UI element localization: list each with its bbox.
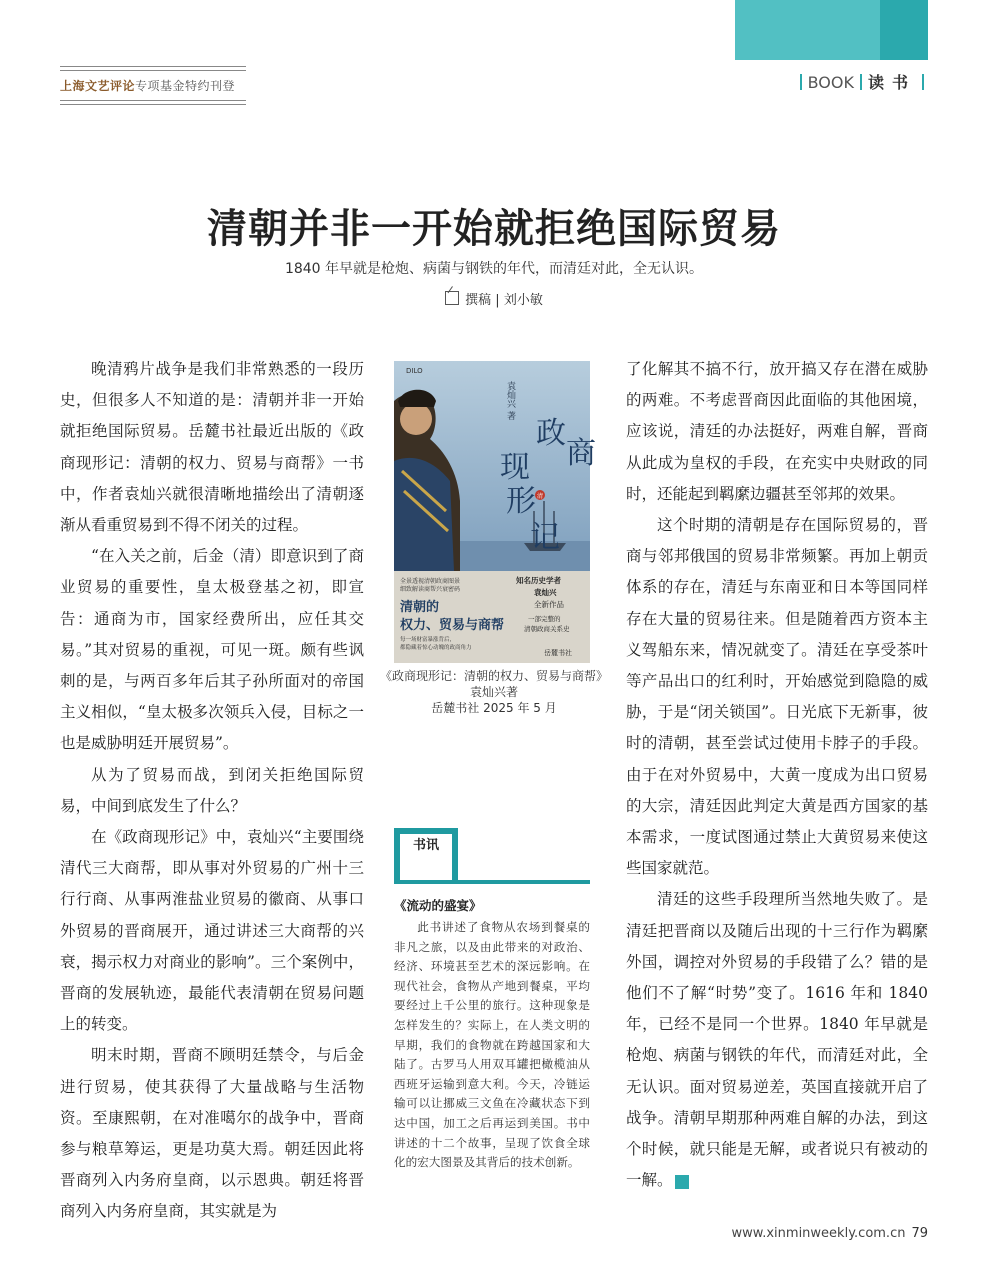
- paragraph: “在入关之前，后金（清）即意识到了商业贸易的重要性，皇太极登基之初，即宣告：通商为市，国家经费所出，应任其交易。”其对贸易的重视，可见一斑。颇有些讽刺的是，与两百多年后其子孙所面对的帝国主义相似，“皇太极多次领兵入侵，目标之一也是威胁明廷开展贸易”。: [60, 547, 364, 753]
- caption-title: 《政商现形记：清朝的权力、贸易与商帮》: [379, 669, 608, 683]
- article-title: 清朝并非一开始就拒绝国际贸易: [207, 205, 781, 252]
- cover-publisher: 岳麓书社: [544, 649, 572, 657]
- page-footer: [732, 1226, 928, 1241]
- cover-subtitle: 权力、贸易与商帮: [400, 618, 505, 633]
- book-caption: [378, 668, 610, 716]
- end-mark-icon: 民: [675, 1175, 689, 1189]
- caption-author: 袁灿兴著: [469, 685, 518, 699]
- header-tag: [60, 71, 246, 100]
- column-left: [60, 354, 364, 1228]
- paragraph-text: 清廷的这些手段理所当然地失败了。是清廷把晋商以及随后出现的十三行作为羁縻外国，调控对外贸易的手段错了么？错的是他们不了解“时势”变了。1616 年和 1840 年，已经不是同一个世界。1840 年早就是枪炮、病菌与钢铁的年代，而清廷对此，全无认识。面对贸易逆差，英国直接就开启了战争。清朝早期那种两难自解的办法，到这个时候，就只能是无解，或者说只有被动的一解。: [626, 890, 928, 1190]
- cover-bottom-line: 都隐藏着惊心动魄的政商角力: [400, 645, 472, 651]
- section-bar: [800, 74, 802, 90]
- cover-title-char: 现: [500, 450, 530, 485]
- header-accent-block: [735, 0, 880, 60]
- section-bar: [860, 74, 862, 90]
- paragraph: 了化解其不搞不行，放开搞又存在潜在威胁的两难。不考虑晋商因此面临的其他困境，应该说，清廷的办法挺好，两难自解，晋商从此成为皇权的手段，在充实中央财政的同时，还能起到羁縻边疆甚至邻邦的效果。: [626, 360, 928, 503]
- cover-tagline: 细致解读商帮兴衰密码: [400, 586, 461, 593]
- paragraph: 这个时期的清朝是存在国际贸易的，晋商与邻邦俄国的贸易非常频繁。再加上朝贡体系的存在，清廷与东南亚和日本等国同样存在大量的贸易往来。但是随着西方资本主义驾船东来，情况就变了。清廷在享受茶叶等产品出口的红利时，开始感觉到隐隐的威胁，于是“闭关锁国”。日光底下无新事，彼时的清朝，甚至尝试过使用卡脖子的手段。由于在对外贸易中，大黄一度成为出口贸易的大宗，清廷因此判定大黄是西方国家的基本需求，一度试图通过禁止大黄贸易来使这些国家就范。: [626, 516, 928, 878]
- paragraph: 晚清鸦片战争是我们非常熟悉的一段历史，但很多人不知道的是：清朝并非一开始就拒绝国际贸易。岳麓书社最近出版的《政商现形记：清朝的权力、贸易与商帮》一书中，作者袁灿兴就很清晰地描绘出了清朝逐渐从看重贸易到不得不闭关的过程。: [60, 360, 364, 535]
- section-label: [794, 70, 930, 93]
- book-cover-image: [394, 361, 596, 663]
- pen-icon: [445, 291, 459, 305]
- book-cover-art: [394, 361, 596, 663]
- cover-right-text: 一部完整的: [528, 615, 561, 623]
- header-accent-block-dark: [880, 0, 928, 60]
- section-en: BOOK: [807, 73, 854, 92]
- cover-right-text: 清朝政商关系史: [524, 625, 570, 633]
- header-left: [60, 66, 246, 105]
- paragraph: 从为了贸易而战，到闭关拒绝国际贸易，中间到底发生了什么？: [60, 765, 364, 815]
- cover-right-text: 知名历史学者: [516, 576, 561, 585]
- article-byline: [0, 289, 988, 308]
- column-right: [626, 354, 928, 1196]
- book-news-box: [394, 828, 590, 1173]
- cover-right-text: 袁灿兴: [534, 588, 557, 597]
- caption-publisher: 岳麓书社 2025 年 5 月: [431, 701, 557, 715]
- cover-figure-face: [400, 403, 432, 435]
- cover-author: 袁灿兴 著: [505, 381, 515, 420]
- header-tag-text: 专项基金特约刊登: [135, 79, 236, 93]
- news-divider: [394, 880, 590, 884]
- cover-title-char: 政: [536, 416, 566, 451]
- section-bar: [922, 74, 924, 90]
- cover-right-text: 全新作品: [534, 600, 564, 609]
- cover-title-char: 记: [530, 520, 560, 555]
- section-cn: 读书: [867, 73, 916, 92]
- paragraph: [626, 884, 928, 1196]
- cover-sea: [460, 541, 590, 571]
- article-subtitle: 1840 年早就是枪炮、病菌与钢铁的年代，而清廷对此，全无认识。: [284, 261, 704, 277]
- cover-left-tag: DILO: [406, 367, 423, 375]
- news-tab: [394, 828, 458, 880]
- cover-title-char: 商: [566, 436, 596, 471]
- cover-title-char: 形: [506, 484, 536, 519]
- header-brand: 上海文艺评论: [60, 79, 136, 93]
- paragraph: 明末时期，晋商不顾明廷禁令，与后金进行贸易，使其获得了大量战略与生活物资。至康熙朝，在对准噶尔的战争中，晋商参与粮草筹运，更是功莫大焉。朝廷因此将晋商列入内务府皇商，以示恩典。朝廷将晋商列入内务府皇商，其实就是为: [60, 1046, 364, 1221]
- news-title: 《流动的盛宴》: [394, 898, 482, 913]
- cover-bottom-line: 每一场财富暴涨背后，: [400, 637, 456, 643]
- paragraph: 在《政商现形记》中，袁灿兴“主要围绕清代三大商帮，即从事对外贸易的广州十三行行商、从事两淮盐业贸易的徽商、从事口外贸易的晋商展开，通过讲述三大商帮的兴衰，揭示权力对商业的影响”。三个案例中，晋商的发展轨迹，最能代表清朝在贸易问题上的转变。: [60, 828, 364, 1034]
- cover-subtitle: 清朝的: [400, 600, 440, 615]
- header-rule-bottom: [60, 100, 246, 105]
- news-body: 此书讲述了食物从农场到餐桌的非凡之旅，以及由此带来的对政治、经济、环境甚至艺术的深远影响。在现代社会，食物从产地到餐桌，平均要经过上千公里的旅行。这种现象是怎样发生的？实际上，在人类文明的早期，我们的食物就在跨越国家和大陆了。古罗马人用双耳罐把橄榄油从西班牙运输到意大利。今天，冷链运输可以让挪威三文鱼在冷藏状态下到达中国，加工之后再运到美国。书中讲述的十二个故事，呈现了饮食全球化的宏大图景及其背后的技术创新。: [394, 920, 590, 1170]
- cover-seal-text: 清: [536, 493, 544, 500]
- cover-tagline: 全景透视清朝政商图景: [400, 578, 461, 585]
- footer-url: www.xinminweekly.com.cn: [731, 1226, 906, 1241]
- news-tab-label: 书讯: [400, 834, 452, 880]
- page-number: 79: [911, 1226, 928, 1241]
- byline-text: 撰稿 | 刘小敏: [465, 293, 543, 308]
